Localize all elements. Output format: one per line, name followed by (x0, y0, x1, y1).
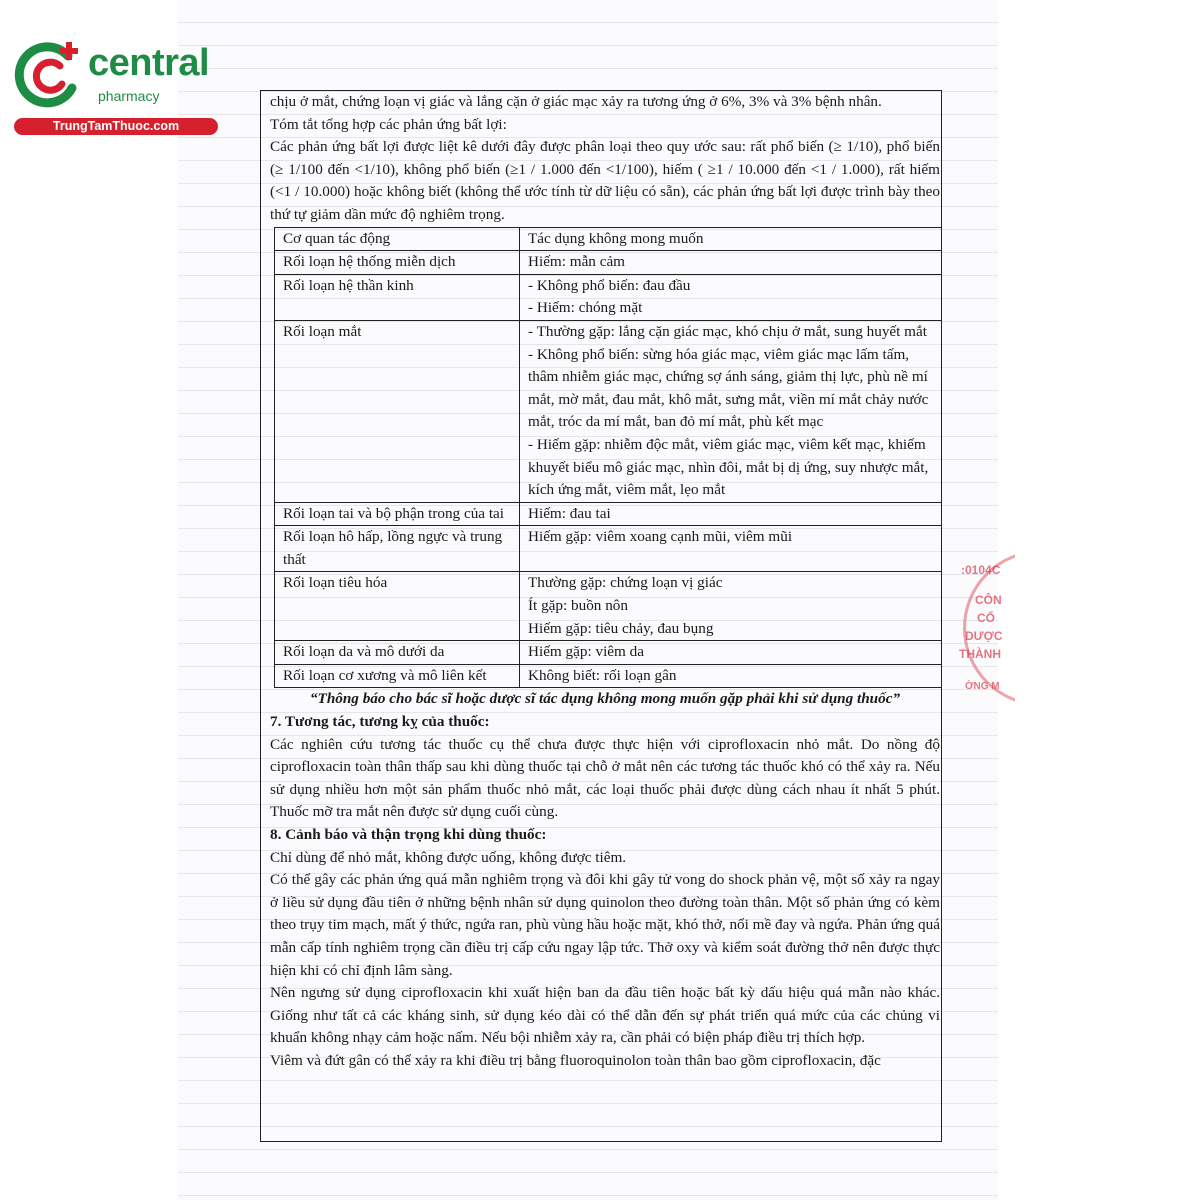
effect-line: Hiếm gặp: viêm xoang cạnh mũi, viêm mũi (528, 528, 793, 546)
effect-line: Thường gặp: chứng loạn vị giác (528, 574, 723, 592)
organ-cell: Rối loạn hô hấp, lồng ngực và trung thất (275, 526, 520, 572)
stamp-text: CỔ (977, 611, 995, 625)
section-7-text: Các nghiên cứu tương tác thuốc cụ thể chưa được thực hiện với ciprofloxacin nhỏ mắt. Do nồng độ ciprofloxacin toàn thân thấp sau khi dùng thuốc tại chỗ ở mắt nên các tương tác thuốc khó có thể xảy ra. Nếu sử dụng nhiều hơn một sản phẩm thuốc nhỏ mắt, các loại thuốc phải được dùng cách nhau ít nhất 5 phút. Thuốc mỡ tra mắt nên được sử dụng cuối cùng. (270, 735, 940, 821)
table-header-effects: Tác dụng không mong muốn (520, 227, 942, 251)
table-header-row (275, 227, 942, 251)
adverse-reactions-table (274, 227, 942, 689)
effect-line: Hiếm: mẫn cảm (528, 253, 625, 271)
effects-cell (520, 274, 942, 320)
table-row (275, 274, 942, 320)
logo-name: central (88, 42, 210, 84)
organ-cell: Rối loạn tiêu hóa (275, 572, 520, 641)
effect-line: - Hiếm gặp: nhiễm độc mắt, viêm giác mạc, viêm kết mạc, khiếm khuyết biểu mô giác mạc, nhìn đôi, mắt bị dị ứng, suy nhược mắt, kích ứng mắt, viêm mắt, lẹo mắt (528, 435, 929, 499)
effect-line: Hiếm gặp: viêm da (528, 643, 644, 661)
table-row (275, 641, 942, 665)
effects-cell (520, 572, 942, 641)
table-row (275, 526, 942, 572)
effects-cell (520, 502, 942, 526)
effect-line: Ít gặp: buồn nôn (528, 597, 628, 615)
table-row (275, 572, 942, 641)
logo-site-badge[interactable]: TrungTamThuoc.com (14, 118, 218, 135)
organ-cell: Rối loạn hệ thần kinh (275, 274, 520, 320)
pharmacy-logo-icon (10, 36, 90, 116)
table-row (275, 251, 942, 275)
organ-cell: Rối loạn cơ xương và mô liên kết (275, 664, 520, 688)
section-8-paragraph: Nên ngưng sử dụng ciprofloxacin khi xuất hiện ban da đầu tiên hoặc bất kỳ dấu hiệu quá mẫn nào khác. Giống như tất cả các kháng sinh, sử dụng kéo dài có thể dẫn đến sự phát triển quá mức của các chủng vi khuẩn không nhạy cảm hoặc nấm. Nếu bội nhiễm xảy ra, cần phải có biện pháp điều trị thích hợp. (270, 984, 940, 1047)
section-8-paragraph: Chỉ dùng để nhỏ mắt, không được uống, không được tiêm. (270, 848, 627, 866)
stamp-text: THÀNH (959, 647, 1001, 661)
stamp-text: CÔN (975, 593, 1002, 607)
section-8-paragraph: Viêm và đứt gân có thể xảy ra khi điều trị bằng fluoroquinolon toàn thân bao gồm ciprofloxacin, đặc (270, 1051, 881, 1069)
effects-cell (520, 641, 942, 665)
organ-cell: Rối loạn tai và bộ phận trong của tai (275, 502, 520, 526)
summary-text: Các phản ứng bất lợi được liệt kê dưới đây được phân loại theo quy ước sau: rất phổ biến (≥ 1/10), phổ biến (≥ 1/100 đến <1/10), không phổ biến (≥1 / 1.000 đến <1/100), hiếm ( ≥1 / 10.000 đến <1 / 1.000), rất hiếm (<1 / 10.000) hoặc không biết (không thể ước tính từ dữ liệu có sẵn), các phản ứng bất lợi được trình bày theo thứ tự giảm dần mức độ nghiêm trọng. (270, 138, 940, 223)
organ-cell: Rối loạn mắt (275, 320, 520, 502)
section-7-heading: 7. Tương tác, tương kỵ của thuốc: (270, 713, 490, 731)
effect-line: - Không phổ biến: đau đầu (528, 276, 691, 294)
company-stamp (955, 545, 1015, 715)
adverse-effect-notice: “Thông báo cho bác sĩ hoặc dược sĩ tác dụng không mong muốn gặp phải khi sử dụng thuốc” (309, 690, 901, 708)
effects-cell (520, 664, 942, 688)
effect-line: Hiếm gặp: tiêu chảy, đau bụng (528, 619, 714, 637)
intro-line: chịu ở mắt, chứng loạn vị giác và lắng cặn ở giác mạc xảy ra tương ứng ở 6%, 3% và 3% bệnh nhân. (270, 93, 882, 110)
summary-title: Tóm tắt tổng hợp các phản ứng bất lợi: (270, 115, 507, 133)
logo-subtitle: pharmacy (98, 88, 160, 104)
effect-line: Hiếm: đau tai (528, 504, 611, 522)
table-row (275, 502, 942, 526)
stamp-text: ỜNG M (965, 681, 1000, 692)
table-row (275, 320, 942, 502)
effect-line: - Không phổ biến: sừng hóa giác mạc, viêm giác mạc lấm tấm, thâm nhiễm giác mạc, chứng sợ ánh sáng, giảm thị lực, phù nề mí mắt, mờ mắt, đau mắt, khô mắt, sưng mắt, viền mí mắt chảy nước mắt, tróc da mí mắt, ban đỏ mí mắt, phù kết mạc (528, 345, 929, 431)
document-body (270, 91, 940, 1073)
effects-cell (520, 526, 942, 572)
stamp-text: DƯỢC (965, 629, 1003, 643)
effects-cell (520, 251, 942, 275)
stamp-text: :0104C (961, 563, 1001, 577)
effect-line: Không biết: rối loạn gân (528, 666, 677, 684)
section-8-heading: 8. Cảnh báo và thận trọng khi dùng thuốc: (270, 826, 547, 843)
organ-cell: Rối loạn da và mô dưới da (275, 641, 520, 665)
section-8-paragraph: Có thể gây các phản ứng quá mẫn nghiêm trọng và đôi khi gây tử vong do shock phản vệ, một số xảy ra ngay ở liều sử dụng đầu tiên ở những bệnh nhân sử dụng quinolon theo đường toàn thân. Một số phản ứng có kèm theo trụy tim mạch, mất ý thức, ngứa ran, phù vùng hầu hoặc mặt, khó thở, nổi mề đay và ngứa. Phản ứng quá mẫn cấp tính nghiêm trọng cần điều trị cấp cứu ngay lập tức. Thở oxy và kiểm soát đường thở nên được thực hiện khi có chỉ định lâm sàng. (270, 871, 940, 979)
table-row (275, 664, 942, 688)
organ-cell: Rối loạn hệ thống miễn dịch (275, 251, 520, 275)
effect-line: - Thường gặp: lắng cặn giác mạc, khó chịu ở mắt, sung huyết mắt (528, 322, 927, 340)
effects-cell (520, 320, 942, 502)
table-header-organ: Cơ quan tác động (275, 227, 520, 251)
brand-logo[interactable] (10, 36, 215, 136)
effect-line: - Hiếm: chóng mặt (528, 299, 643, 317)
